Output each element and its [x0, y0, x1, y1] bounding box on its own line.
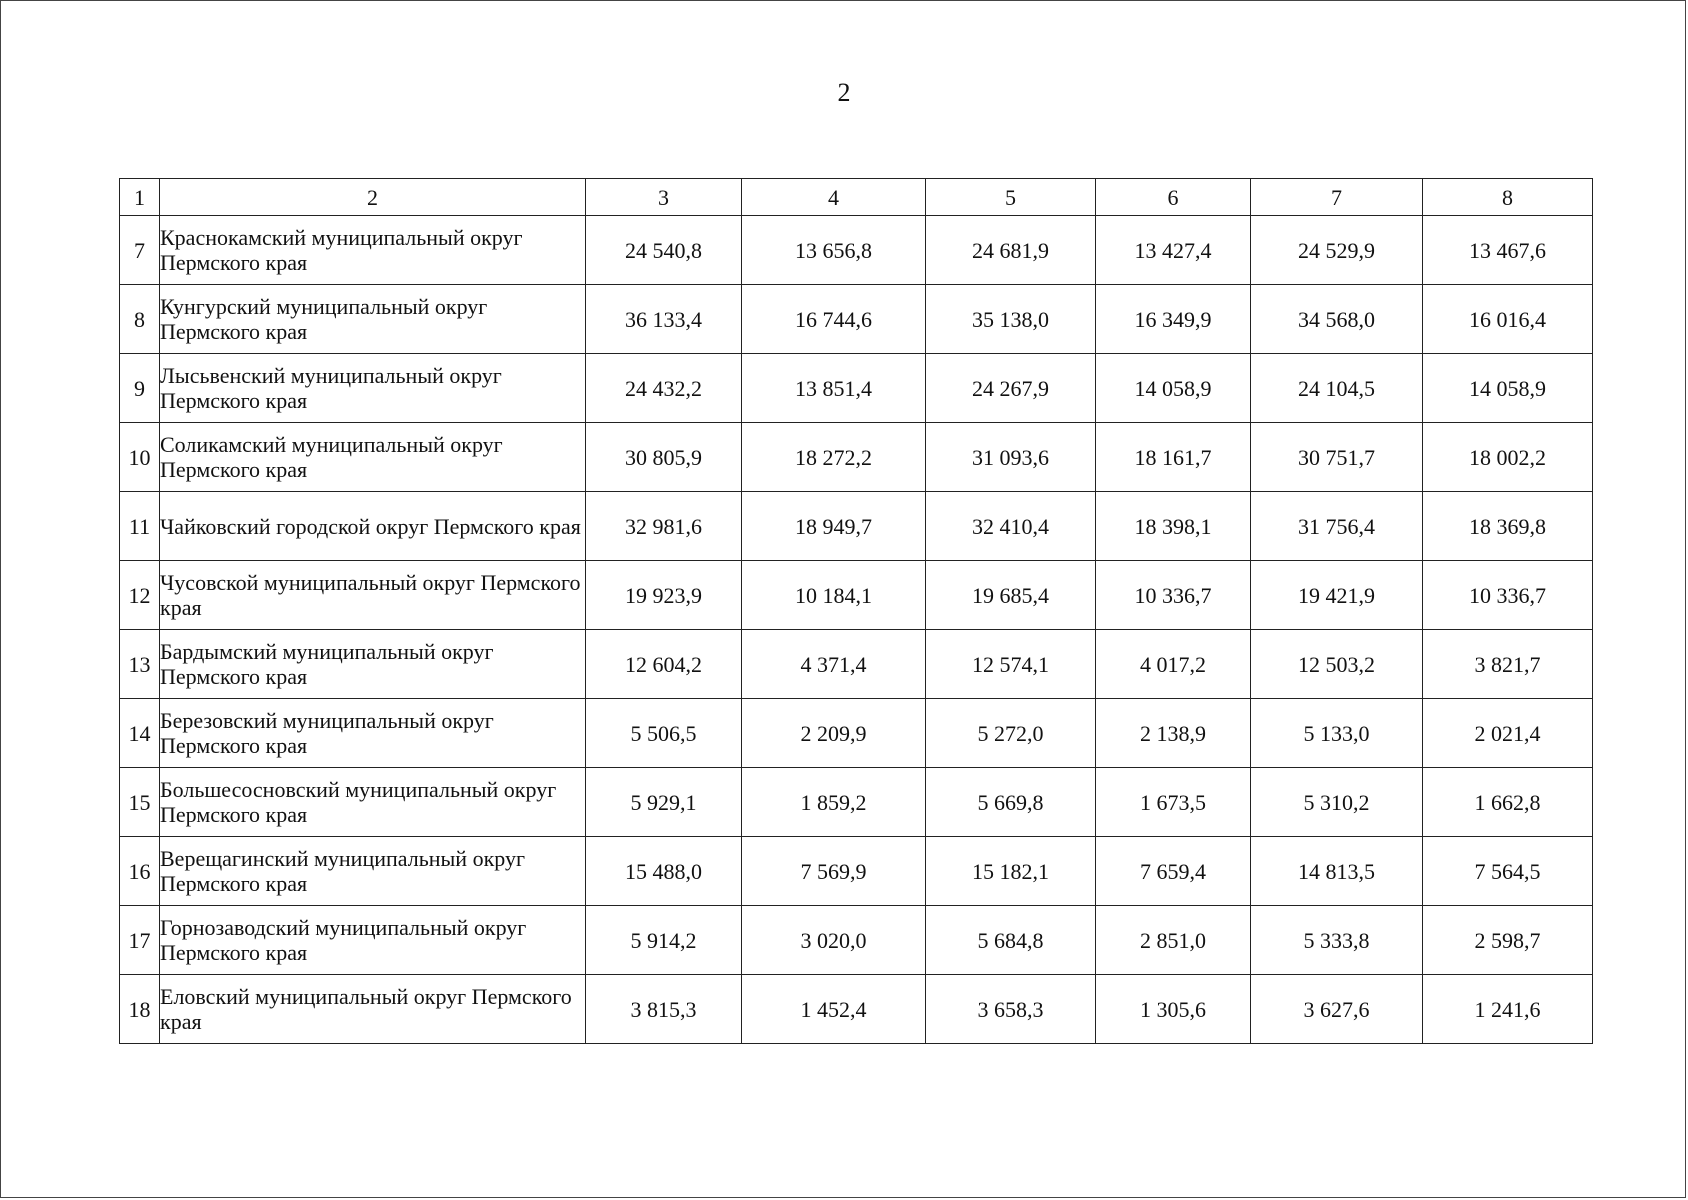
value-cell-col7: 34 568,0	[1251, 285, 1423, 354]
table-row	[120, 630, 1593, 699]
value-cell-col7: 30 751,7	[1251, 423, 1423, 492]
row-number: 10	[120, 423, 160, 492]
municipality-name: Бардымский муниципальный округ Пермского края	[160, 630, 586, 699]
value-cell-col7: 5 310,2	[1251, 768, 1423, 837]
value-cell-col4: 2 209,9	[742, 699, 926, 768]
value-cell-col3: 36 133,4	[586, 285, 742, 354]
table-row	[120, 906, 1593, 975]
value-cell-col3: 12 604,2	[586, 630, 742, 699]
value-cell-col3: 5 506,5	[586, 699, 742, 768]
value-cell-col5: 35 138,0	[926, 285, 1096, 354]
value-cell-col7: 5 133,0	[1251, 699, 1423, 768]
value-cell-col8: 18 369,8	[1423, 492, 1593, 561]
row-number: 18	[120, 975, 160, 1044]
value-cell-col6: 2 851,0	[1096, 906, 1251, 975]
value-cell-col3: 15 488,0	[586, 837, 742, 906]
value-cell-col5: 24 267,9	[926, 354, 1096, 423]
value-cell-col5: 32 410,4	[926, 492, 1096, 561]
column-header: 5	[926, 179, 1096, 216]
value-cell-col7: 3 627,6	[1251, 975, 1423, 1044]
value-cell-col7: 12 503,2	[1251, 630, 1423, 699]
table-row	[120, 699, 1593, 768]
value-cell-col3: 5 914,2	[586, 906, 742, 975]
value-cell-col5: 5 272,0	[926, 699, 1096, 768]
column-header: 1	[120, 179, 160, 216]
value-cell-col4: 18 949,7	[742, 492, 926, 561]
header-row	[120, 179, 1593, 216]
value-cell-col5: 24 681,9	[926, 216, 1096, 285]
table-row	[120, 837, 1593, 906]
value-cell-col7: 24 104,5	[1251, 354, 1423, 423]
table-row	[120, 285, 1593, 354]
row-number: 7	[120, 216, 160, 285]
column-header: 6	[1096, 179, 1251, 216]
value-cell-col8: 16 016,4	[1423, 285, 1593, 354]
value-cell-col7: 5 333,8	[1251, 906, 1423, 975]
value-cell-col5: 19 685,4	[926, 561, 1096, 630]
municipality-name: Соликамский муниципальный округ Пермского края	[160, 423, 586, 492]
row-number: 12	[120, 561, 160, 630]
municipality-name: Чайковский городской округ Пермского края	[160, 492, 586, 561]
table-row	[120, 768, 1593, 837]
municipality-name: Березовский муниципальный округ Пермского края	[160, 699, 586, 768]
value-cell-col6: 14 058,9	[1096, 354, 1251, 423]
value-cell-col8: 18 002,2	[1423, 423, 1593, 492]
value-cell-col4: 1 859,2	[742, 768, 926, 837]
value-cell-col6: 13 427,4	[1096, 216, 1251, 285]
value-cell-col8: 7 564,5	[1423, 837, 1593, 906]
row-number: 15	[120, 768, 160, 837]
table-row	[120, 354, 1593, 423]
row-number: 9	[120, 354, 160, 423]
table-row	[120, 423, 1593, 492]
municipality-name: Верещагинский муниципальный округ Пермского края	[160, 837, 586, 906]
value-cell-col3: 3 815,3	[586, 975, 742, 1044]
value-cell-col5: 31 093,6	[926, 423, 1096, 492]
row-number: 13	[120, 630, 160, 699]
value-cell-col8: 3 821,7	[1423, 630, 1593, 699]
municipality-name: Краснокамский муниципальный округ Пермского края	[160, 216, 586, 285]
value-cell-col6: 18 398,1	[1096, 492, 1251, 561]
value-cell-col4: 1 452,4	[742, 975, 926, 1044]
municipality-name: Еловский муниципальный округ Пермского края	[160, 975, 586, 1044]
value-cell-col4: 3 020,0	[742, 906, 926, 975]
value-cell-col6: 4 017,2	[1096, 630, 1251, 699]
value-cell-col4: 13 656,8	[742, 216, 926, 285]
column-header: 4	[742, 179, 926, 216]
value-cell-col6: 2 138,9	[1096, 699, 1251, 768]
value-cell-col7: 24 529,9	[1251, 216, 1423, 285]
value-cell-col8: 10 336,7	[1423, 561, 1593, 630]
column-header: 8	[1423, 179, 1593, 216]
municipality-name: Кунгурский муниципальный округ Пермского края	[160, 285, 586, 354]
column-header: 3	[586, 179, 742, 216]
value-cell-col8: 1 241,6	[1423, 975, 1593, 1044]
value-cell-col7: 14 813,5	[1251, 837, 1423, 906]
table-row	[120, 492, 1593, 561]
value-cell-col5: 12 574,1	[926, 630, 1096, 699]
value-cell-col6: 1 673,5	[1096, 768, 1251, 837]
table-row	[120, 975, 1593, 1044]
value-cell-col7: 31 756,4	[1251, 492, 1423, 561]
value-cell-col6: 18 161,7	[1096, 423, 1251, 492]
row-number: 11	[120, 492, 160, 561]
municipality-name: Лысьвенский муниципальный округ Пермского края	[160, 354, 586, 423]
value-cell-col4: 16 744,6	[742, 285, 926, 354]
value-cell-col6: 10 336,7	[1096, 561, 1251, 630]
row-number: 14	[120, 699, 160, 768]
value-cell-col6: 1 305,6	[1096, 975, 1251, 1044]
table-row	[120, 561, 1593, 630]
value-cell-col5: 15 182,1	[926, 837, 1096, 906]
value-cell-col6: 16 349,9	[1096, 285, 1251, 354]
value-cell-col8: 2 598,7	[1423, 906, 1593, 975]
value-cell-col4: 4 371,4	[742, 630, 926, 699]
budget-table	[119, 178, 1593, 1044]
municipality-name: Горнозаводский муниципальный округ Пермского края	[160, 906, 586, 975]
value-cell-col4: 7 569,9	[742, 837, 926, 906]
column-header: 7	[1251, 179, 1423, 216]
value-cell-col3: 24 432,2	[586, 354, 742, 423]
page-number: 2	[837, 78, 851, 107]
value-cell-col8: 14 058,9	[1423, 354, 1593, 423]
column-header: 2	[160, 179, 586, 216]
value-cell-col5: 5 669,8	[926, 768, 1096, 837]
value-cell-col8: 2 021,4	[1423, 699, 1593, 768]
value-cell-col5: 5 684,8	[926, 906, 1096, 975]
value-cell-col4: 18 272,2	[742, 423, 926, 492]
value-cell-col3: 19 923,9	[586, 561, 742, 630]
value-cell-col5: 3 658,3	[926, 975, 1096, 1044]
table-row	[120, 216, 1593, 285]
value-cell-col4: 13 851,4	[742, 354, 926, 423]
row-number: 17	[120, 906, 160, 975]
row-number: 8	[120, 285, 160, 354]
value-cell-col8: 1 662,8	[1423, 768, 1593, 837]
value-cell-col8: 13 467,6	[1423, 216, 1593, 285]
municipality-name: Чусовской муниципальный округ Пермского края	[160, 561, 586, 630]
value-cell-col6: 7 659,4	[1096, 837, 1251, 906]
row-number: 16	[120, 837, 160, 906]
value-cell-col3: 5 929,1	[586, 768, 742, 837]
value-cell-col7: 19 421,9	[1251, 561, 1423, 630]
municipality-name: Большесосновский муниципальный округ Пермского края	[160, 768, 586, 837]
value-cell-col3: 24 540,8	[586, 216, 742, 285]
value-cell-col3: 32 981,6	[586, 492, 742, 561]
value-cell-col3: 30 805,9	[586, 423, 742, 492]
value-cell-col4: 10 184,1	[742, 561, 926, 630]
